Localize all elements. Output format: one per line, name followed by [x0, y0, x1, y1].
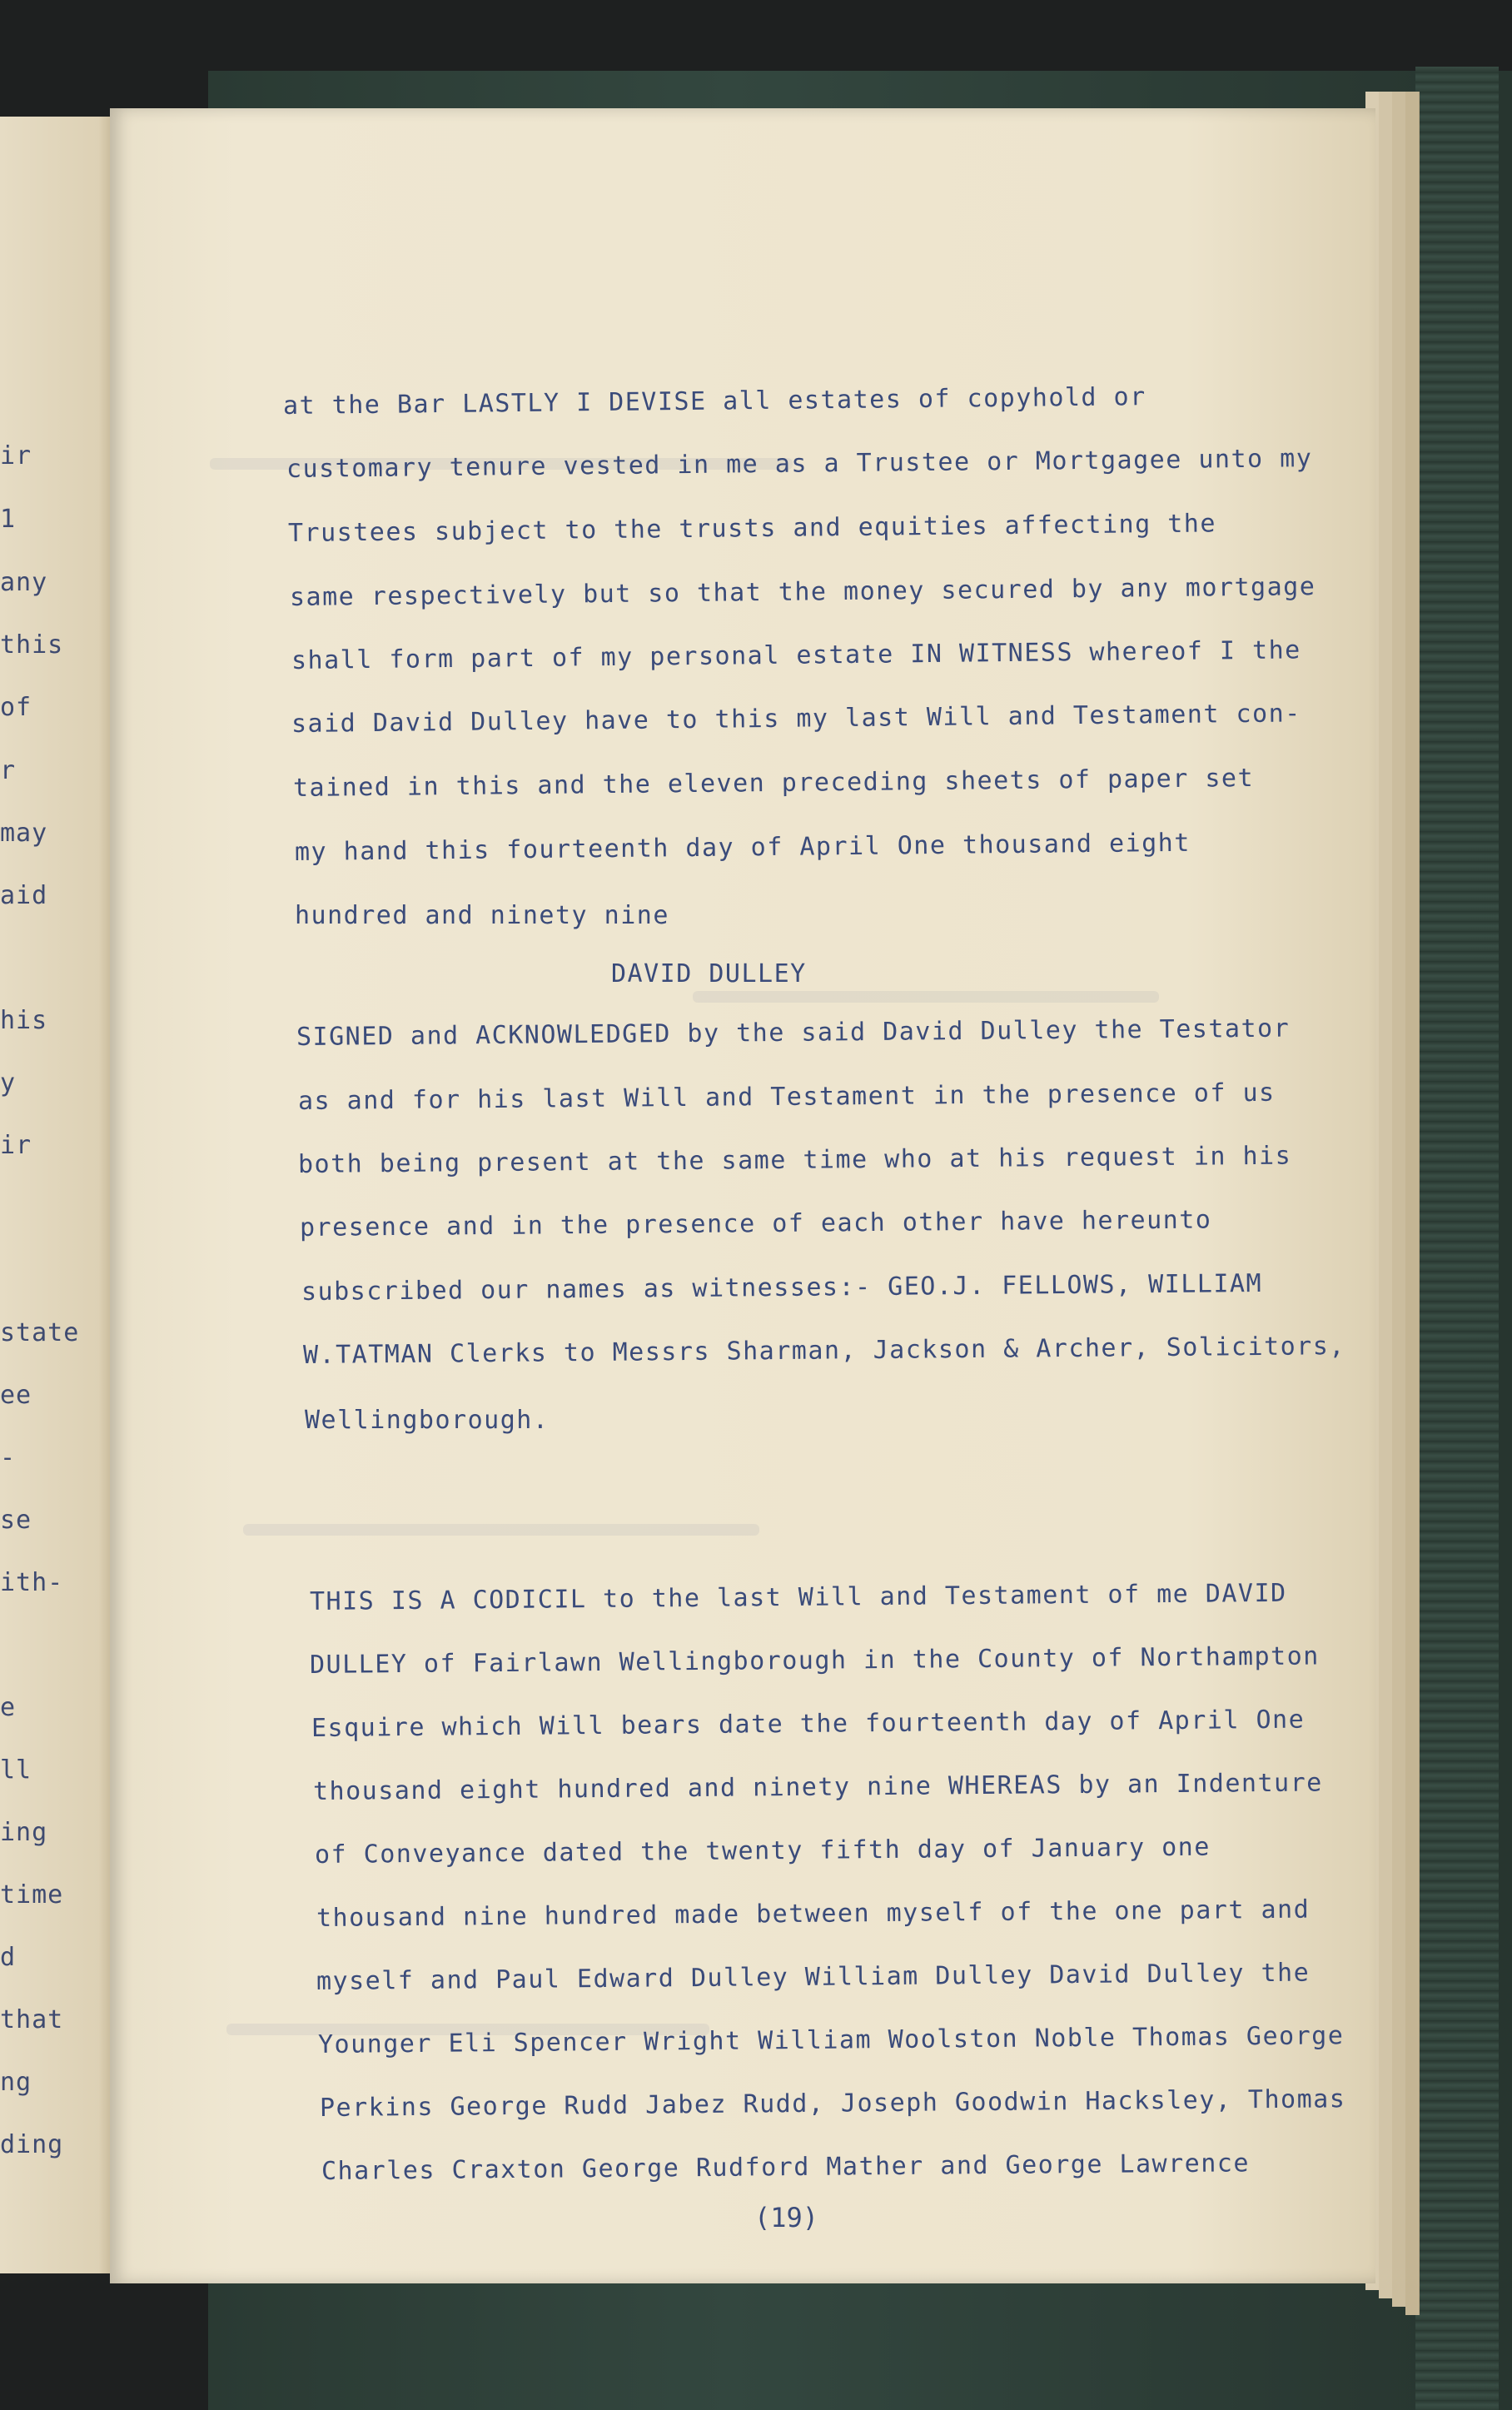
codicil-line: DULLEY of Fairlawn Wellingborough in the County of Northampton [309, 1641, 1320, 1680]
will-text-line: tained in this and the eleven preceding sheets of paper set [292, 763, 1255, 803]
will-text-line: same respectively but so that the money secured by any mortgage [289, 572, 1316, 612]
codicil-line: Charles Craxton George Rudford Mather and George Lawrence [321, 2149, 1251, 2186]
will-text-line: customary tenure vested in me as a Trustee or Mortgagee unto my [286, 444, 1313, 484]
page-edge [1392, 92, 1406, 2307]
left-page [0, 117, 123, 2273]
page-edge [1405, 92, 1420, 2315]
left-page-fragment: d [0, 1943, 17, 1972]
attestation-line: as and for his last Will and Testament in the presence of us [297, 1078, 1276, 1116]
will-text-line: at the Bar LASTLY I DEVISE all estates of copyhold or [282, 382, 1146, 421]
left-page-fragment: - [0, 1443, 17, 1472]
codicil-line: thousand nine hundred made between myself of the one part and [316, 1895, 1311, 1933]
left-page-fragment: y [0, 1068, 17, 1098]
left-page-fragment: may [0, 819, 48, 848]
attestation-line: W.TATMAN Clerks to Messrs Sharman, Jackson & Archer, Solicitors, [302, 1332, 1346, 1370]
attestation-line: both being present at the same time who at his request in his [297, 1141, 1292, 1179]
left-page-fragment: time [0, 1880, 64, 1910]
left-page-fragment: ee [0, 1381, 32, 1410]
ink-bleed-through [243, 1524, 759, 1536]
left-page-fragment: ll [0, 1755, 32, 1785]
codicil-line: of Conveyance dated the twenty fifth day of January one [314, 1832, 1211, 1870]
left-page-fragment: of [0, 693, 32, 722]
left-page-fragment: ir [0, 1131, 32, 1160]
codicil-line: myself and Paul Edward Dulley William Dulley David Dulley the [316, 1958, 1311, 1996]
page-number: (19) [754, 2202, 819, 2233]
left-page-fragment: ing [0, 1818, 48, 1847]
left-page-fragment: 1 [0, 505, 17, 534]
attestation-line: presence and in the presence of each other have hereunto [299, 1205, 1212, 1242]
will-text-line: hundred and ninety nine [295, 901, 669, 930]
codicil-line: THIS IS A CODICIL to the last Will and Testament of me DAVID [309, 1578, 1287, 1616]
attestation-line: SIGNED and ACKNOWLEDGED by the said David Dulley the Testator [296, 1013, 1291, 1052]
codicil-line: Perkins George Rudd Jabez Rudd, Joseph Goodwin Hacksley, Thomas [319, 2084, 1346, 2123]
testator-signature-name: DAVID DULLEY [611, 959, 807, 988]
page-edge [1379, 92, 1393, 2298]
will-text-line: Trustees subject to the trusts and equities affecting the [287, 509, 1217, 548]
left-page-fragment: ir [0, 441, 32, 471]
left-page-fragment: his [0, 1006, 48, 1035]
left-page-fragment: e [0, 1693, 17, 1722]
left-page-fragment: aid [0, 881, 48, 910]
attestation-line: subscribed our names as witnesses:- GEO.J. FELLOWS, WILLIAM [301, 1268, 1263, 1307]
left-page-fragment: state [0, 1318, 80, 1347]
will-text-line: shall form part of my personal estate IN WITNESS whereof I the [291, 635, 1301, 675]
will-text-line: said David Dulley have to this my last Will and Testament con- [291, 699, 1301, 739]
left-page-fragment: ding [0, 2130, 64, 2159]
book-cover-edge [1415, 67, 1499, 2410]
left-page-fragment: this [0, 630, 64, 660]
left-page-fragment: any [0, 568, 48, 597]
left-page-fragment: ng [0, 2068, 32, 2097]
will-text-line: my hand this fourteenth day of April One thousand eight [294, 828, 1191, 867]
codicil-line: Younger Eli Spencer Wright William Woolston Noble Thomas George [317, 2021, 1345, 2059]
left-page-fragment: ith- [0, 1568, 64, 1597]
codicil-line: Esquire which Will bears date the fourteenth day of April One [311, 1705, 1306, 1743]
left-page-fragment: that [0, 2005, 64, 2034]
document-page [110, 108, 1375, 2283]
ink-bleed-through [693, 991, 1159, 1003]
left-page-fragment: se [0, 1506, 32, 1535]
attestation-line: Wellingborough. [305, 1406, 550, 1435]
left-page-fragment: r [0, 756, 17, 785]
codicil-line: thousand eight hundred and ninety nine WHEREAS by an Indenture [312, 1768, 1323, 1806]
